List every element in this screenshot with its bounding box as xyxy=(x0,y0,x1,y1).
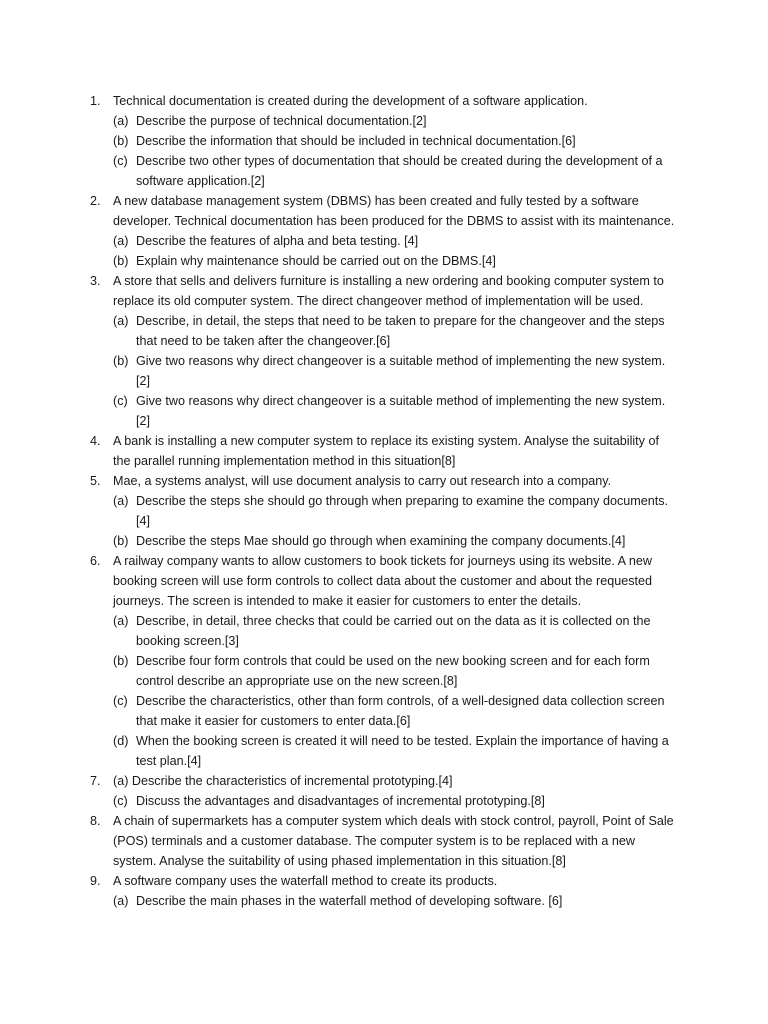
question-text: A store that sells and delivers furniture is installing a new ordering and booking computer system to replace its old computer system. The direct changeover method of implementation will be used. xyxy=(113,274,664,308)
sub-question-label: (a) xyxy=(113,894,129,908)
sub-question-item xyxy=(0,131,678,151)
question-item xyxy=(0,811,678,871)
sub-question-label: (c) xyxy=(113,694,128,708)
question-list xyxy=(0,91,768,911)
sub-question-text: Give two reasons why direct changeover is a suitable method of implementing the new system. [2] xyxy=(136,394,666,428)
sub-question-text: Describe the features of alpha and beta testing. [4] xyxy=(136,234,419,248)
question-text: A bank is installing a new computer system to replace its existing system. Analyse the suitability of the parallel running implementation method in this situation[8] xyxy=(113,434,659,468)
sub-question-text: Describe four form controls that could be used on the new booking screen and for each form control describe an appropriate use on the new screen.[8] xyxy=(136,654,650,688)
question-item xyxy=(0,871,678,891)
sub-question-item xyxy=(0,391,678,431)
sub-question-text: Describe the steps she should go through when preparing to examine the company documents. [4] xyxy=(136,494,669,528)
sub-question-label: (c) xyxy=(113,154,128,168)
question-text: Technical documentation is created during the development of a software application. xyxy=(113,94,588,108)
sub-question-label: (b) xyxy=(113,134,129,148)
sub-question-text: Describe the characteristics, other than form controls, of a well-designed data collection screen that make it easier for customers to enter data.[6] xyxy=(136,694,665,728)
question-number: 8. xyxy=(90,814,101,828)
sub-question-label: (a) xyxy=(113,234,129,248)
sub-question-item xyxy=(0,311,678,351)
sub-question-label: (a) xyxy=(113,494,129,508)
sub-question-item xyxy=(0,791,678,811)
sub-question-item xyxy=(0,891,678,911)
sub-question-item xyxy=(0,151,678,191)
sub-question-label: (a) xyxy=(113,114,129,128)
sub-question-text: Describe the information that should be included in technical documentation.[6] xyxy=(136,134,576,148)
sub-question-text: Discuss the advantages and disadvantages of incremental prototyping.[8] xyxy=(136,794,545,808)
sub-question-item xyxy=(0,231,678,251)
sub-question-item xyxy=(0,351,678,391)
question-item xyxy=(0,271,678,311)
sub-question-label: (b) xyxy=(113,654,129,668)
sub-question-item xyxy=(0,691,678,731)
sub-question-text: Describe the steps Mae should go through when examining the company documents.[4] xyxy=(136,534,626,548)
sub-question-item xyxy=(0,491,678,531)
sub-question-text: Describe the purpose of technical documentation.[2] xyxy=(136,114,427,128)
question-item xyxy=(0,551,678,611)
question-text: Mae, a systems analyst, will use document analysis to carry out research into a company. xyxy=(113,474,612,488)
question-item xyxy=(0,431,678,471)
question-number: 6. xyxy=(90,554,101,568)
question-number: 1. xyxy=(90,94,101,108)
question-text: A chain of supermarkets has a computer system which deals with stock control, payroll, Point of Sale (POS) terminals and a customer database. The computer system is to be replaced with a new system. Analyse the suitability of using phased implementation in this situation.[8] xyxy=(113,814,674,868)
question-number: 3. xyxy=(90,274,101,288)
sub-question-item xyxy=(0,111,678,131)
question-number: 7. xyxy=(90,774,101,788)
sub-question-label: (a) xyxy=(113,614,129,628)
sub-question-label: (c) xyxy=(113,394,128,408)
sub-question-text: Describe, in detail, the steps that need to be taken to prepare for the changeover and the steps that need to be taken after the changeover.[6] xyxy=(136,314,665,348)
question-item xyxy=(0,191,678,231)
sub-question-item xyxy=(0,731,678,771)
question-number: 9. xyxy=(90,874,101,888)
sub-question-label: (a) xyxy=(113,314,129,328)
sub-question-label: (b) xyxy=(113,534,129,548)
sub-question-item xyxy=(0,651,678,691)
question-item xyxy=(0,471,678,491)
sub-question-label: (d) xyxy=(113,734,129,748)
question-item xyxy=(0,771,678,791)
sub-question-text: Describe, in detail, three checks that could be carried out on the data as it is collected on the booking screen.[3] xyxy=(136,614,651,648)
question-number: 2. xyxy=(90,194,101,208)
sub-question-item xyxy=(0,611,678,651)
sub-question-text: Explain why maintenance should be carried out on the DBMS.[4] xyxy=(136,254,496,268)
sub-question-text: When the booking screen is created it will need to be tested. Explain the importance of having a test plan.[4] xyxy=(136,734,669,768)
sub-question-item xyxy=(0,251,678,271)
sub-question-label: (b) xyxy=(113,254,129,268)
question-number: 5. xyxy=(90,474,101,488)
sub-question-item xyxy=(0,531,678,551)
question-text: A new database management system (DBMS) has been created and fully tested by a software developer. Technical documentation has been produced for the DBMS to assist with its maintenance. xyxy=(113,194,675,228)
sub-question-label: (c) xyxy=(113,794,128,808)
sub-question-text: Give two reasons why direct changeover is a suitable method of implementing the new system. [2] xyxy=(136,354,666,388)
sub-question-text: Describe the main phases in the waterfall method of developing software. [6] xyxy=(136,894,563,908)
sub-question-text: Describe two other types of documentation that should be created during the development of a software application.[2] xyxy=(136,154,663,188)
sub-question-label: (b) xyxy=(113,354,129,368)
question-text: (a) Describe the characteristics of incremental prototyping.[4] xyxy=(113,774,453,788)
question-text: A railway company wants to allow customers to book tickets for journeys using its website. A new booking screen will use form controls to collect data about the customer and about the requested journeys. The screen is intended to make it easier for customers to enter the details. xyxy=(113,554,653,608)
question-number: 4. xyxy=(90,434,101,448)
question-item xyxy=(0,91,678,111)
question-text: A software company uses the waterfall method to create its products. xyxy=(113,874,498,888)
